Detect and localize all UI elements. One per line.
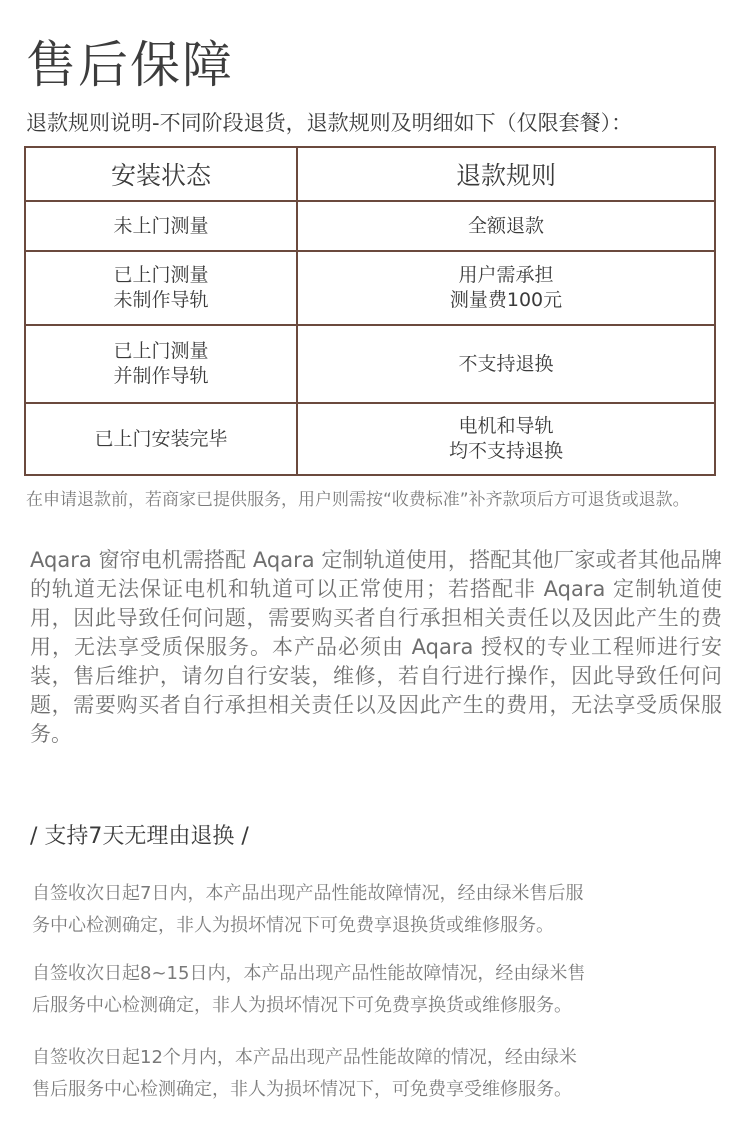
policy-line: 自签收次日起8~15日内，本产品出现产品性能故障情况，经由绿米售 bbox=[32, 963, 586, 984]
status-line: 未上门测量 bbox=[113, 214, 209, 237]
rule-line: 全额退款 bbox=[467, 214, 544, 237]
installation-disclaimer: Aqara 窗帘电机需搭配 Aqara 定制轨道使用，搭配其他厂家或者其他品牌的轨道无法保证电机和轨道可以正常使用；若搭配非 Aqara 定制轨道使用，因此导致任何问题，需要购买者自行承担相关责任以及因此产生的费用，无法享受质保服务。本产品必须由 Aqara 授权的专业工程师进行安装，售后维护，请勿自行安装，维修，若自行进行操作，因此导致任何问题，需要购买者自行承担相关责任以及因此产生的费用，无法享受质保服务。 bbox=[30, 548, 722, 746]
status-line: 并制作导轨 bbox=[113, 365, 209, 387]
rule-cell bbox=[297, 251, 714, 325]
policy-paragraph bbox=[32, 1042, 722, 1106]
status-cell bbox=[26, 201, 297, 251]
policy-line: 自签收次日起7日内，本产品出现产品性能故障情况，经由绿米售后服 bbox=[32, 883, 584, 904]
status-cell bbox=[26, 251, 297, 325]
table-row bbox=[26, 403, 714, 474]
rule-line: 用户需承担 bbox=[458, 264, 554, 286]
policy-line: 务中心检测确定，非人为损坏情况下可免费享退换货或维修服务。 bbox=[32, 915, 554, 936]
rule-line: 不支持退换 bbox=[458, 352, 554, 375]
status-cell bbox=[26, 403, 297, 474]
header-install-status: 安装状态 bbox=[26, 148, 297, 201]
rule-cell bbox=[297, 403, 714, 474]
rule-line: 电机和导轨 bbox=[458, 415, 554, 437]
refund-rules-subtitle: 退款规则说明-不同阶段退货，退款规则及明细如下（仅限套餐）： bbox=[26, 111, 633, 135]
seven-day-return-heading: / 支持7天无理由退换 / bbox=[30, 824, 249, 849]
status-line: 已上门安装完毕 bbox=[94, 427, 228, 450]
policy-line: 后服务中心检测确定，非人为损坏情况下可免费享换货或维修服务。 bbox=[32, 995, 572, 1016]
table-row bbox=[26, 325, 714, 403]
header-refund-rule: 退款规则 bbox=[297, 148, 714, 201]
policy-paragraph bbox=[32, 958, 722, 1022]
table-header-row bbox=[26, 148, 714, 201]
status-line: 已上门测量 bbox=[113, 264, 209, 286]
status-line: 未制作导轨 bbox=[113, 289, 209, 311]
rule-line: 均不支持退换 bbox=[448, 440, 563, 462]
rule-cell bbox=[297, 325, 714, 403]
refund-rules-table bbox=[24, 146, 716, 476]
rule-cell bbox=[297, 201, 714, 251]
policy-line: 售后服务中心检测确定，非人为损坏情况下，可免费享受维修服务。 bbox=[32, 1079, 572, 1100]
rule-line: 测量费100元 bbox=[449, 289, 563, 311]
table-row bbox=[26, 201, 714, 251]
page-title: 售后保障 bbox=[26, 36, 234, 94]
table-row bbox=[26, 251, 714, 325]
status-cell bbox=[26, 325, 297, 403]
prepayment-note: 在申请退款前，若商家已提供服务，用户则需按“收费标准”补齐款项后方可退货或退款。 bbox=[26, 490, 690, 510]
status-line: 已上门测量 bbox=[113, 340, 209, 362]
policy-paragraph bbox=[32, 878, 722, 942]
policy-line: 自签收次日起12个月内，本产品出现产品性能故障的情况，经由绿米 bbox=[32, 1047, 577, 1068]
